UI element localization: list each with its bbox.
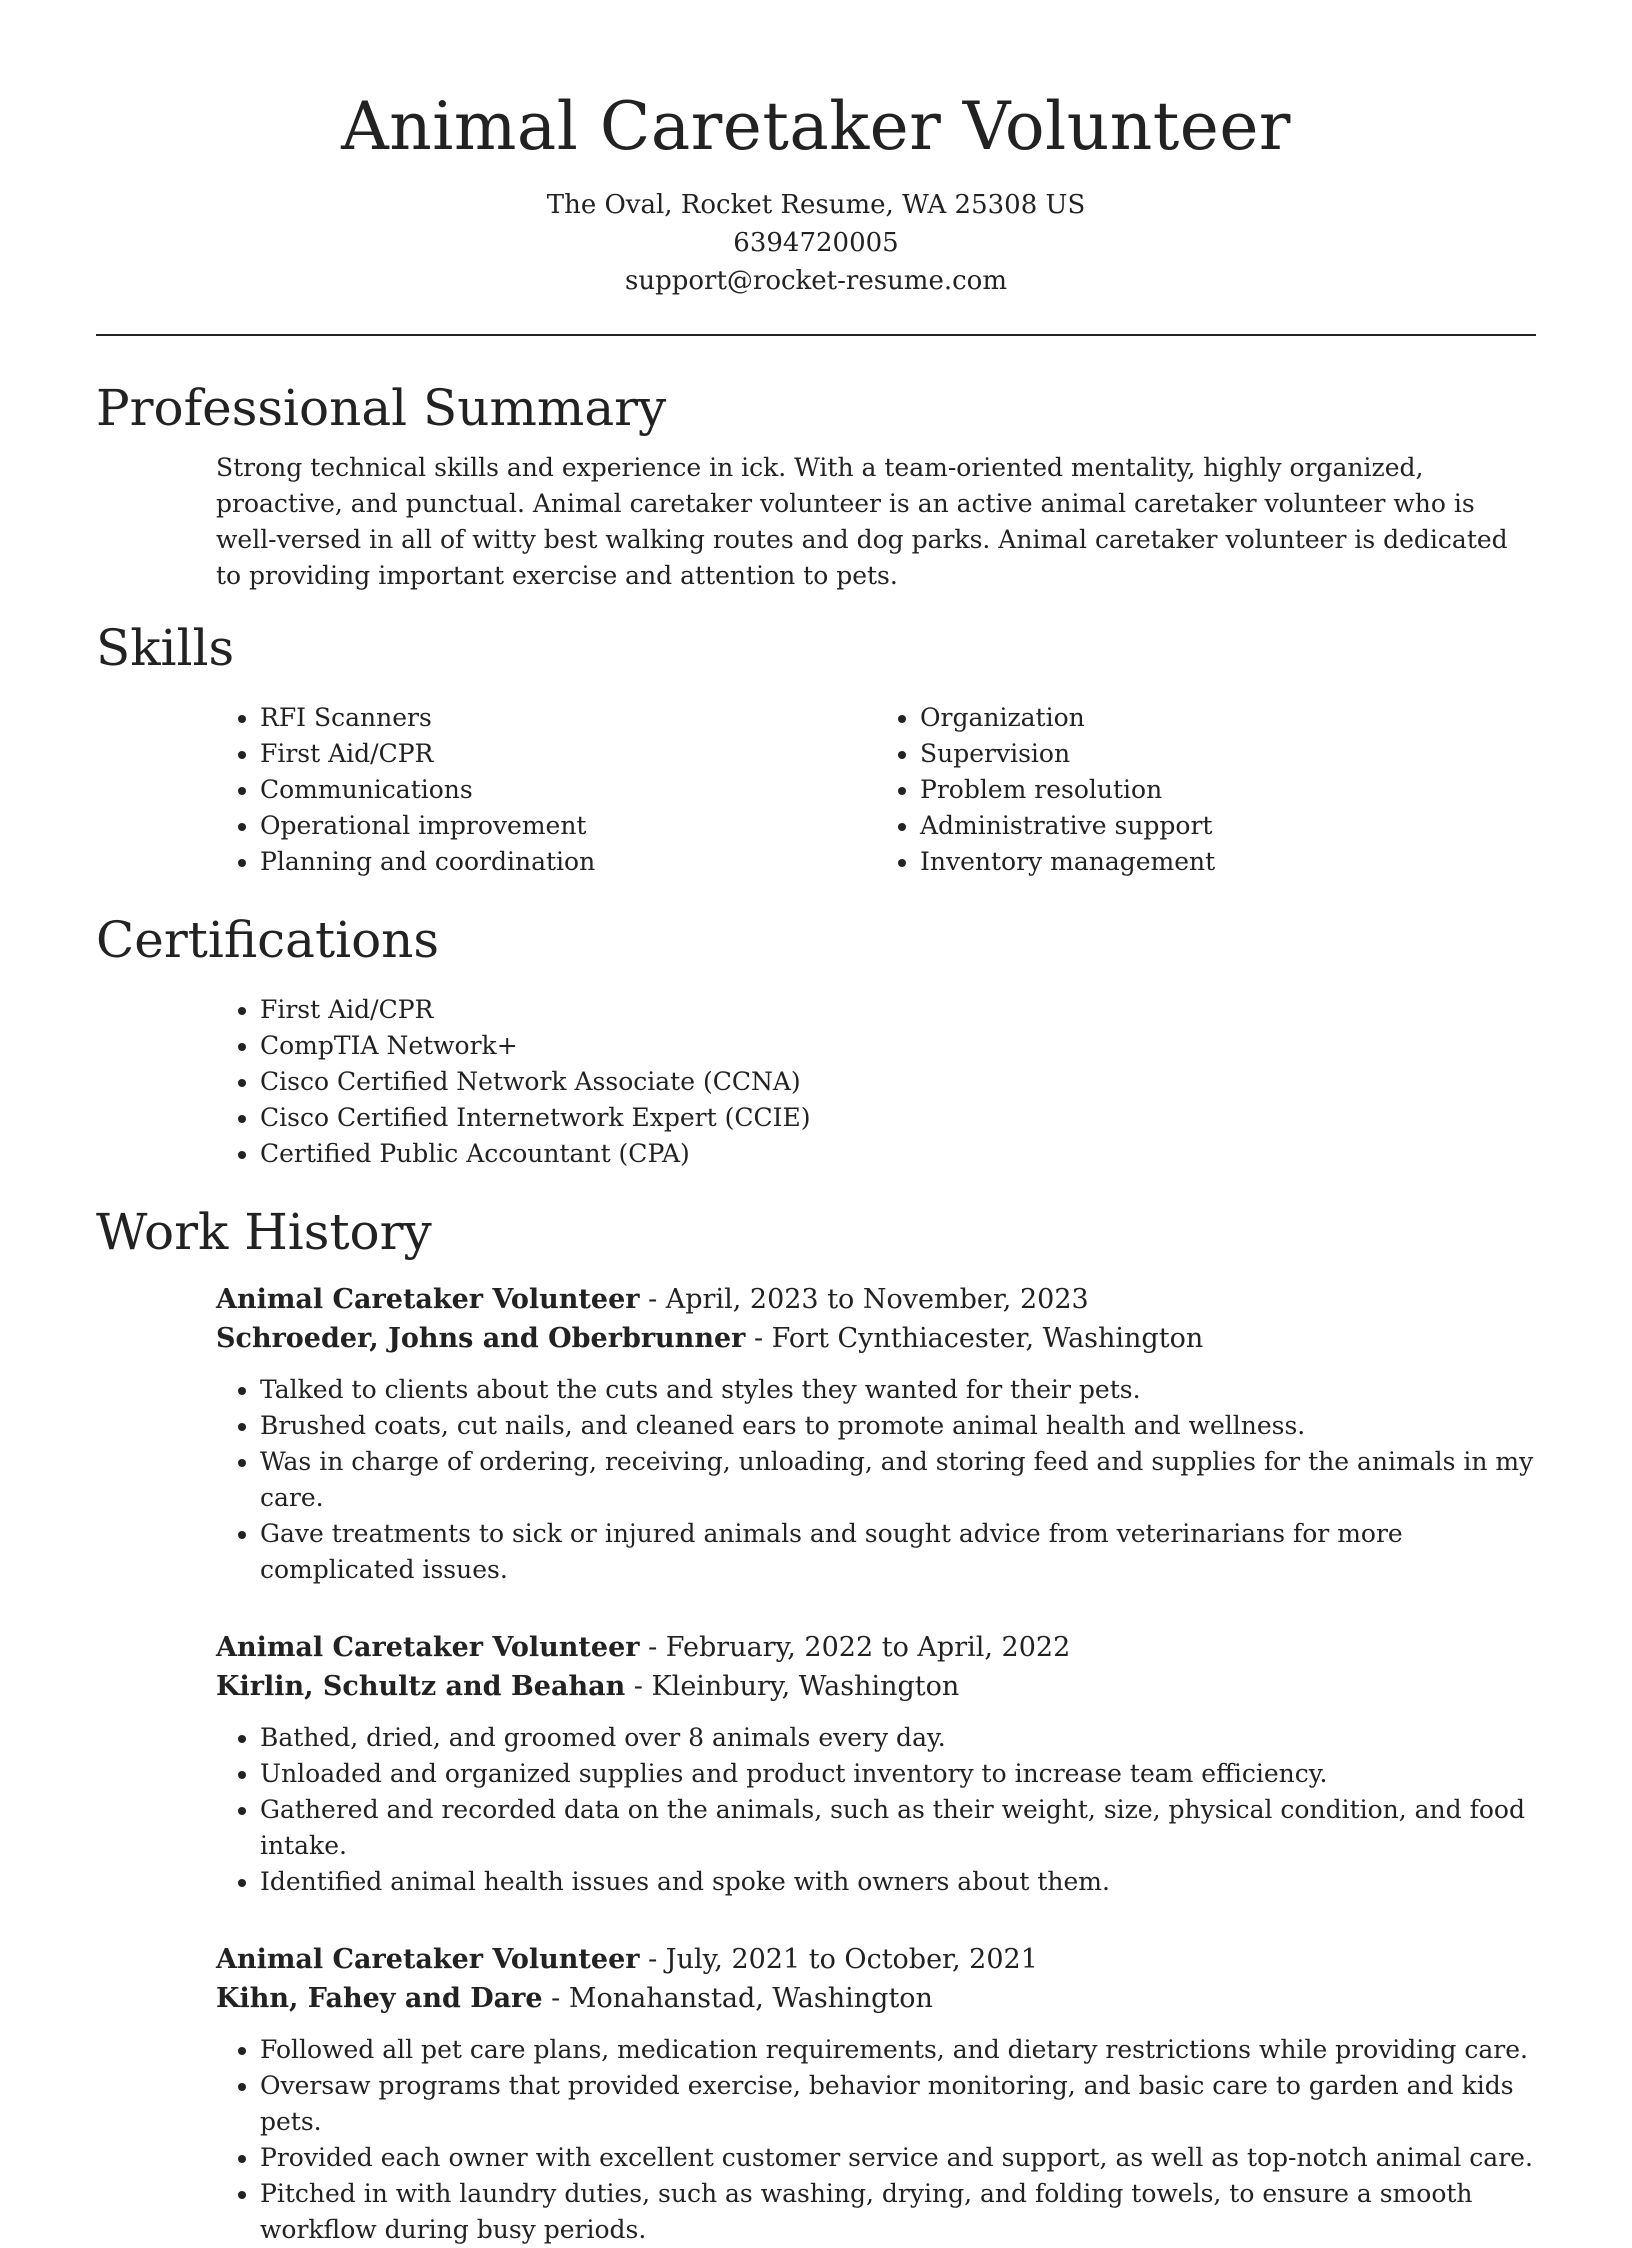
job-location: - Monahanstad, Washington: [542, 1983, 933, 2014]
job-title-line: [216, 1280, 1536, 1319]
job-title: Animal Caretaker Volunteer: [216, 1944, 640, 1975]
skill-item: • RFI Scanners: [260, 700, 876, 736]
certification-item: • CompTIA Network+: [260, 1028, 1536, 1064]
candidate-name: Animal Caretaker Volunteer: [341, 88, 1291, 165]
job-entry: [216, 1280, 1536, 1588]
job-duty: • Unloaded and organized supplies and product inventory to increase team efficiency.: [260, 1756, 1536, 1792]
job-entry: [216, 1940, 1536, 2248]
certifications-heading: Certifications: [96, 911, 440, 969]
job-entry: [216, 1628, 1536, 1900]
job-duties-list: [216, 1372, 1536, 1588]
job-duty: • Identified animal health issues and spoke with owners about them.: [260, 1864, 1536, 1900]
certification-item: • Cisco Certified Network Associate (CCNA): [260, 1064, 1536, 1100]
job-duty: • Provided each owner with excellent customer service and support, as well as top-notch animal care.: [260, 2140, 1536, 2176]
skills-section: [96, 616, 1536, 880]
job-duty: • Gave treatments to sick or injured animals and sought advice from veterinarians for more complicated issues.: [260, 1516, 1536, 1588]
summary-section: [96, 376, 1536, 594]
job-duties-list: [216, 2032, 1536, 2248]
job-title-line: [216, 1940, 1536, 1979]
certification-item: • First Aid/CPR: [260, 992, 1536, 1028]
header-divider: [96, 334, 1536, 336]
contact-address: The Oval, Rocket Resume, WA 25308 US: [546, 190, 1086, 220]
skill-item: • Administrative support: [920, 808, 1536, 844]
job-duty: • Brushed coats, cut nails, and cleaned ears to promote animal health and wellness.: [260, 1408, 1536, 1444]
skills-list-right: [876, 700, 1536, 880]
skills-list-left: [216, 700, 876, 880]
job-dates: - February, 2022 to April, 2022: [639, 1632, 1071, 1663]
skill-item: • Communications: [260, 772, 876, 808]
contact-email: support@rocket-resume.com: [624, 266, 1007, 296]
skill-item: • Organization: [920, 700, 1536, 736]
contact-phone: 6394720005: [733, 228, 899, 258]
job-company: Kirlin, Schultz and Beahan: [216, 1671, 626, 1702]
work-history-section: [96, 1200, 1536, 2248]
resume-page: [96, 0, 1536, 2248]
job-location: - Kleinbury, Washington: [625, 1671, 960, 1702]
summary-heading: Professional Summary: [96, 379, 667, 437]
job-dates: - July, 2021 to October, 2021: [639, 1944, 1038, 1975]
skill-item: • First Aid/CPR: [260, 736, 876, 772]
job-duty: • Pitched in with laundry duties, such as washing, drying, and folding towels, to ensure a smooth workflow during busy periods.: [260, 2176, 1536, 2248]
job-company-line: [216, 1319, 1536, 1358]
job-company-line: [216, 1667, 1536, 1706]
skill-item: • Inventory management: [920, 844, 1536, 880]
job-title-line: [216, 1628, 1536, 1667]
job-duty: • Was in charge of ordering, receiving, unloading, and storing feed and supplies for the animals in my care.: [260, 1444, 1536, 1516]
job-title: Animal Caretaker Volunteer: [216, 1284, 640, 1315]
job-company: Kihn, Fahey and Dare: [216, 1983, 543, 2014]
certification-item: • Cisco Certified Internetwork Expert (CCIE): [260, 1100, 1536, 1136]
job-duty: • Talked to clients about the cuts and styles they wanted for their pets.: [260, 1372, 1536, 1408]
job-duty: • Oversaw programs that provided exercise, behavior monitoring, and basic care to garden and kids pets.: [260, 2068, 1536, 2140]
skill-item: • Supervision: [920, 736, 1536, 772]
job-duties-list: [216, 1720, 1536, 1900]
job-duty: • Gathered and recorded data on the animals, such as their weight, size, physical condition, and food intake.: [260, 1792, 1536, 1864]
job-dates: - April, 2023 to November, 2023: [639, 1284, 1089, 1315]
skill-item: • Planning and coordination: [260, 844, 876, 880]
job-title: Animal Caretaker Volunteer: [216, 1632, 640, 1663]
summary-text: Strong technical skills and experience in ick. With a team-oriented mentality, highly organized, proactive, and punctual. Animal caretaker volunteer is an active animal caretaker volunteer who is well-versed in all of witty best walking routes and dog parks. Animal caretaker volunteer is dedicated to providing important exercise and attention to pets.: [216, 453, 1508, 590]
job-location: - Fort Cynthiacester, Washington: [745, 1323, 1204, 1354]
job-company: Schroeder, Johns and Oberbrunner: [216, 1323, 746, 1354]
certifications-section: [96, 908, 1536, 1172]
job-duty: • Bathed, dried, and groomed over 8 animals every day.: [260, 1720, 1536, 1756]
skill-item: • Operational improvement: [260, 808, 876, 844]
certification-item: • Certified Public Accountant (CPA): [260, 1136, 1536, 1172]
contact-block: [96, 186, 1536, 300]
work-history-heading: Work History: [96, 1203, 432, 1261]
certifications-list: [216, 992, 1536, 1172]
skill-item: • Problem resolution: [920, 772, 1536, 808]
job-duty: • Followed all pet care plans, medication requirements, and dietary restrictions while providing care.: [260, 2032, 1536, 2068]
job-company-line: [216, 1979, 1536, 2018]
skills-heading: Skills: [96, 619, 235, 677]
